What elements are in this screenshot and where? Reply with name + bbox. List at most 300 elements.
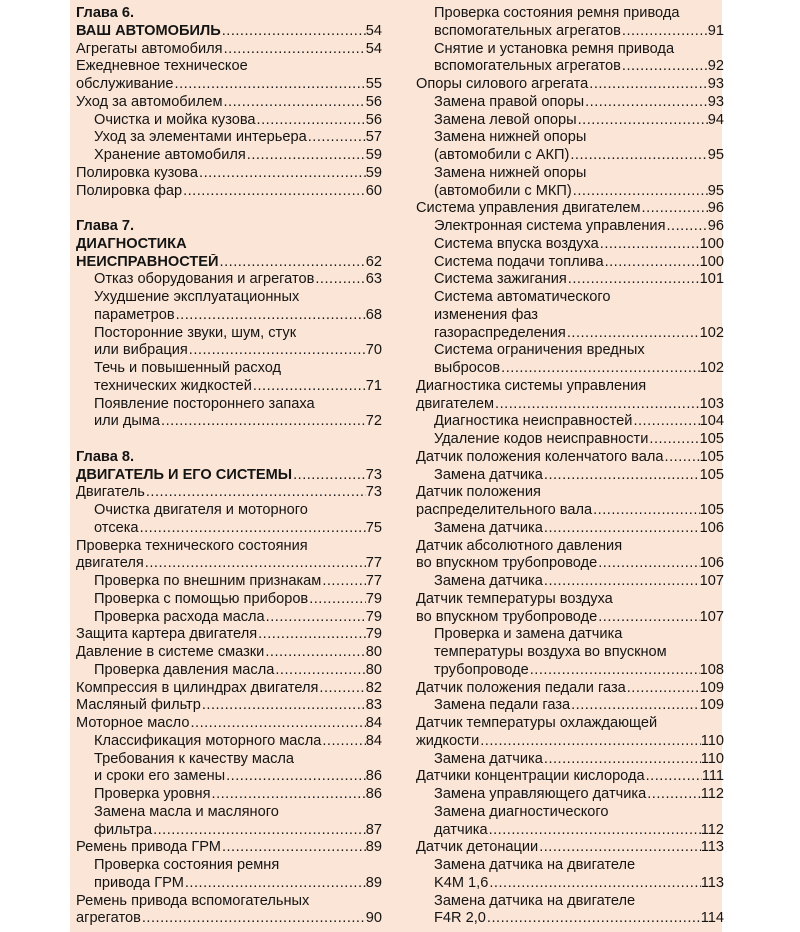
toc-entry-text-line bbox=[416, 165, 724, 183]
dot-leader bbox=[592, 502, 700, 520]
toc-entry-title: Датчик положения bbox=[416, 484, 541, 501]
toc-entry-title: Проверка расхода масла bbox=[94, 608, 265, 625]
toc-entry-text-line bbox=[416, 591, 724, 609]
toc-page-number: 92 bbox=[707, 58, 724, 75]
toc-page-number: 106 bbox=[699, 519, 724, 536]
toc-page-number: 110 bbox=[700, 750, 724, 767]
toc-page-number: 113 bbox=[700, 874, 724, 891]
toc-page-number: 82 bbox=[365, 679, 382, 696]
dot-leader bbox=[321, 733, 365, 751]
toc-entry bbox=[416, 254, 724, 272]
toc-page-number: 100 bbox=[699, 253, 724, 270]
toc-entry-title: Проверка давления масла bbox=[94, 661, 275, 678]
toc-page-number: 73 bbox=[365, 484, 382, 501]
toc-entry-title: Диагностика неисправностей bbox=[434, 413, 633, 430]
spacer bbox=[76, 200, 382, 218]
dot-leader bbox=[256, 112, 366, 130]
toc-page-number: 109 bbox=[699, 679, 724, 696]
toc-entry-title: Замена правой опоры bbox=[434, 93, 585, 110]
toc-page-number: 60 bbox=[365, 182, 382, 199]
toc-entry-title: Замена левой опоры bbox=[434, 111, 577, 128]
toc-entry-title: Проверка по внешним признакам bbox=[94, 573, 322, 589]
dot-leader bbox=[184, 875, 366, 893]
toc-entry-title: Замена датчика на двигателе bbox=[434, 892, 636, 909]
toc-entry-text-line bbox=[76, 236, 382, 254]
toc-entry-text-line bbox=[416, 129, 724, 147]
toc-entry bbox=[416, 609, 724, 627]
toc-page-number: 107 bbox=[699, 608, 724, 625]
toc-page-number: 59 bbox=[365, 147, 382, 163]
toc-entry bbox=[416, 94, 724, 112]
dot-leader bbox=[621, 23, 708, 41]
dot-leader bbox=[175, 307, 366, 325]
toc-entry-title: Датчик положения коленчатого вала bbox=[416, 448, 664, 465]
toc-page-number: 105 bbox=[699, 431, 724, 447]
toc-entry bbox=[76, 715, 382, 733]
dot-leader bbox=[252, 378, 366, 396]
toc-entry-title: Опоры силового агрегата bbox=[416, 76, 589, 92]
toc-entry bbox=[416, 413, 724, 431]
toc-entry-title: во впускном трубопроводе bbox=[416, 608, 598, 625]
toc-entry-title: жидкости bbox=[416, 732, 480, 749]
toc-entry-title: Ремень привода ГРМ bbox=[76, 839, 221, 856]
toc-entry-title: Замена нижней опоры bbox=[434, 164, 587, 181]
toc-entry-text-line bbox=[416, 644, 724, 662]
toc-entry bbox=[416, 147, 724, 165]
toc-entry bbox=[416, 200, 724, 218]
dot-leader bbox=[570, 697, 700, 715]
dot-leader bbox=[543, 751, 701, 769]
toc-entry-text-line bbox=[416, 484, 724, 502]
toc-page-number: 100 bbox=[699, 235, 724, 252]
toc-entry-title: вспомогательных агрегатов bbox=[434, 58, 621, 75]
toc-entry-title: Ежедневное техническое bbox=[76, 58, 248, 75]
dot-leader bbox=[219, 254, 366, 272]
toc-entry-title: Удаление кодов неисправности bbox=[434, 431, 649, 447]
toc-entry-title: газораспределения bbox=[434, 324, 566, 341]
toc-entry-text-line bbox=[416, 715, 724, 733]
toc-page-number: 102 bbox=[699, 360, 724, 376]
toc-entry-title: Хранение автомобиля bbox=[94, 147, 246, 163]
toc-entry-text-line bbox=[416, 893, 724, 911]
dot-leader bbox=[211, 786, 366, 804]
toc-page-number: 62 bbox=[365, 253, 382, 270]
toc-page-number: 56 bbox=[365, 111, 382, 128]
toc-entry-title: Датчик температуры воздуха bbox=[416, 590, 613, 607]
toc-entry-text-line bbox=[76, 325, 382, 343]
toc-entry-title: Снятие и установка ремня привода bbox=[434, 40, 675, 57]
toc-entry bbox=[76, 112, 382, 130]
toc-entry-title: Датчик абсолютного давления bbox=[416, 537, 623, 554]
toc-entry-text-line bbox=[416, 538, 724, 556]
dot-leader bbox=[664, 449, 700, 467]
toc-page-number: 79 bbox=[365, 626, 382, 643]
toc-entry bbox=[416, 449, 724, 467]
toc-entry-title: Ухудшение эксплуатационных bbox=[94, 289, 300, 305]
toc-page-number: 86 bbox=[365, 768, 382, 785]
toc-entry-title: вспомогательных агрегатов bbox=[434, 22, 621, 39]
toc-page-number: 59 bbox=[365, 164, 382, 181]
toc-entry-title: трубопроводе bbox=[434, 661, 529, 678]
dot-leader bbox=[543, 520, 700, 538]
toc-entry-title: Замена датчика на двигателе bbox=[434, 857, 636, 873]
toc-entry-text-line bbox=[76, 449, 382, 467]
toc-entry-title: Полировка кузова bbox=[76, 164, 199, 181]
toc-page-number: 93 bbox=[707, 76, 724, 92]
toc-entry-title: Замена педали газа bbox=[434, 697, 571, 714]
toc-entry bbox=[76, 271, 382, 289]
toc-entry-title: Двигатель bbox=[76, 484, 145, 501]
dot-leader bbox=[500, 360, 699, 378]
toc-entry-title: во впускном трубопроводе bbox=[416, 555, 598, 572]
toc-entry bbox=[416, 360, 724, 378]
toc-page-number: 84 bbox=[365, 715, 382, 731]
toc-entry bbox=[416, 236, 724, 254]
toc-entry-title: Система ограничения вредных bbox=[434, 342, 645, 359]
toc-entry-title: Моторное масло bbox=[76, 715, 190, 731]
toc-entry-title: изменения фаз bbox=[434, 306, 538, 323]
toc-page-number: 57 bbox=[365, 129, 382, 146]
dot-leader bbox=[529, 662, 700, 680]
toc-entry-title: Диагностика системы управления bbox=[416, 377, 647, 394]
toc-page-number: 91 bbox=[707, 22, 724, 39]
toc-page-number: 83 bbox=[365, 697, 382, 714]
toc-page-number: 89 bbox=[365, 839, 382, 856]
toc-entry-title: Замена управляющего датчика bbox=[434, 786, 647, 802]
toc-entry-title: Система зажигания bbox=[434, 271, 567, 288]
toc-entry-text-line bbox=[76, 751, 382, 769]
toc-entry bbox=[416, 875, 724, 893]
toc-entry bbox=[76, 768, 382, 786]
toc-entry bbox=[76, 733, 382, 751]
toc-entry-title: Полировка фар bbox=[76, 182, 183, 199]
dot-leader bbox=[225, 768, 366, 786]
toc-entry bbox=[416, 183, 724, 201]
dot-leader bbox=[488, 822, 701, 840]
toc-entry-title: Посторонние звуки, шум, стук bbox=[94, 324, 297, 341]
toc-entry bbox=[76, 254, 382, 272]
toc-page-number: 105 bbox=[699, 448, 724, 465]
dot-leader bbox=[577, 112, 708, 130]
dot-leader bbox=[321, 573, 365, 591]
toc-entry bbox=[76, 697, 382, 715]
toc-entry-title: НЕИСПРАВНОСТЕЙ bbox=[76, 253, 219, 270]
dot-leader bbox=[479, 733, 701, 751]
toc-entry-title: или вибрация bbox=[94, 342, 188, 359]
toc-entry-text-line bbox=[76, 289, 382, 307]
toc-entry bbox=[76, 573, 382, 591]
toc-entry-title: распределительного вала bbox=[416, 502, 593, 518]
toc-page-number: 93 bbox=[707, 93, 724, 110]
dot-leader bbox=[188, 342, 366, 360]
toc-entry-title: Проверка технического состояния bbox=[76, 537, 308, 554]
dot-leader bbox=[538, 839, 701, 857]
toc-entry bbox=[416, 520, 724, 538]
toc-entry bbox=[416, 431, 724, 449]
dot-leader bbox=[265, 609, 366, 627]
toc-entry-text-line bbox=[76, 502, 382, 520]
toc-entry-title: K4M 1,6 bbox=[434, 874, 489, 891]
toc-page-number: 70 bbox=[365, 342, 382, 359]
toc-page-number: 84 bbox=[365, 732, 382, 749]
toc-entry-title: Уход за элементами интерьера bbox=[94, 129, 307, 146]
dot-leader bbox=[646, 786, 701, 804]
toc-right-column bbox=[416, 5, 724, 928]
toc-entry bbox=[76, 165, 382, 183]
toc-entry-title: обслуживание bbox=[76, 76, 174, 92]
dot-leader bbox=[174, 76, 366, 94]
dot-leader bbox=[604, 254, 700, 272]
dot-leader bbox=[144, 555, 366, 573]
toc-entry-text-line bbox=[416, 626, 724, 644]
toc-page-number: 55 bbox=[365, 76, 382, 92]
toc-page-number: 77 bbox=[365, 555, 382, 572]
toc-entry bbox=[416, 733, 724, 751]
dot-leader bbox=[543, 573, 700, 591]
toc-page-number: 86 bbox=[365, 786, 382, 802]
toc-entry-title: двигателем bbox=[416, 395, 495, 412]
toc-entry-title: Проверка с помощью приборов bbox=[94, 590, 309, 607]
toc-page-number: 109 bbox=[699, 697, 724, 714]
toc-entry-title: Давление в системе смазки bbox=[76, 644, 265, 660]
toc-entry bbox=[76, 910, 382, 928]
toc-entry-title: Замена диагностического bbox=[434, 803, 609, 820]
dot-leader bbox=[621, 58, 708, 76]
toc-entry-title: Система подачи топлива bbox=[434, 253, 604, 270]
toc-entry bbox=[76, 662, 382, 680]
toc-entry bbox=[76, 484, 382, 502]
toc-entry bbox=[76, 591, 382, 609]
toc-entry bbox=[76, 307, 382, 325]
toc-entry-title: датчика bbox=[434, 821, 488, 838]
dot-leader bbox=[274, 662, 365, 680]
toc-page-number: 102 bbox=[699, 324, 724, 341]
toc-page-number: 110 bbox=[700, 732, 724, 749]
toc-entry-title: Система управления двигателем bbox=[416, 200, 641, 217]
toc-entry-title: Уход за автомобилем bbox=[76, 93, 223, 110]
toc-entry bbox=[76, 839, 382, 857]
dot-leader bbox=[569, 147, 707, 165]
dot-leader bbox=[145, 484, 366, 502]
dot-leader bbox=[198, 165, 366, 183]
dot-leader bbox=[645, 768, 702, 786]
toc-page-number: 54 bbox=[365, 22, 382, 39]
dot-leader bbox=[566, 325, 700, 343]
toc-page-number: 95 bbox=[707, 147, 724, 163]
toc-page-number: 95 bbox=[707, 182, 724, 199]
toc-entry bbox=[76, 644, 382, 662]
dot-leader bbox=[486, 910, 701, 928]
toc-entry bbox=[76, 609, 382, 627]
dot-leader bbox=[567, 271, 700, 289]
toc-entry-text-line bbox=[76, 893, 382, 911]
toc-entry-title: ДИАГНОСТИКА bbox=[76, 235, 187, 252]
toc-entry-title: Требования к качеству масла bbox=[94, 750, 295, 767]
toc-page-number: 72 bbox=[365, 413, 382, 430]
dot-leader bbox=[665, 218, 707, 236]
toc-entry-text-line bbox=[416, 41, 724, 59]
toc-entry bbox=[76, 94, 382, 112]
toc-entry-title: F4R 2,0 bbox=[434, 910, 486, 927]
toc-entry-title: Замена датчика bbox=[434, 466, 543, 483]
toc-page-number: 80 bbox=[365, 644, 382, 660]
dot-leader bbox=[494, 396, 700, 414]
toc-page-number: 105 bbox=[699, 502, 724, 518]
toc-entry-title: двигателя bbox=[76, 555, 144, 572]
toc-entry bbox=[416, 768, 724, 786]
toc-entry-title: Замена датчика bbox=[434, 519, 543, 536]
dot-leader bbox=[641, 200, 708, 218]
toc-page-number: 114 bbox=[700, 910, 724, 927]
toc-entry bbox=[416, 697, 724, 715]
dot-leader bbox=[182, 183, 366, 201]
toc-entry bbox=[416, 325, 724, 343]
toc-page-number: 94 bbox=[707, 111, 724, 128]
toc-entry bbox=[76, 520, 382, 538]
dot-leader bbox=[264, 644, 365, 662]
toc-page-number: 108 bbox=[699, 661, 724, 678]
dot-leader bbox=[257, 626, 366, 644]
toc-page-number: 68 bbox=[365, 306, 382, 323]
toc-entry-title: Очистка и мойка кузова bbox=[94, 111, 256, 128]
toc-entry-text-line bbox=[76, 538, 382, 556]
toc-entry bbox=[416, 680, 724, 698]
toc-page-number: 56 bbox=[365, 93, 382, 110]
dot-leader bbox=[307, 129, 366, 147]
toc-page-number: 54 bbox=[365, 40, 382, 57]
dot-leader bbox=[318, 680, 365, 698]
toc-entry-text-line bbox=[76, 360, 382, 378]
toc-entry-title: Течь и повышенный расход bbox=[94, 360, 282, 376]
toc-entry-title: Электронная система управления bbox=[434, 218, 666, 234]
toc-entry bbox=[76, 41, 382, 59]
toc-page-number: 87 bbox=[365, 821, 382, 838]
toc-entry-title: Проверка состояния ремня bbox=[94, 857, 280, 873]
toc-page-number: 96 bbox=[707, 218, 724, 234]
toc-entry-title: Глава 6. bbox=[76, 5, 135, 21]
dot-leader bbox=[141, 910, 366, 928]
toc-entry-title: ВАШ АВТОМОБИЛЬ bbox=[76, 22, 221, 39]
toc-entry bbox=[76, 680, 382, 698]
toc-entry-text-line bbox=[76, 5, 382, 23]
toc-entry-text-line bbox=[416, 307, 724, 325]
dot-leader bbox=[597, 609, 699, 627]
toc-entry bbox=[76, 378, 382, 396]
toc-entry bbox=[416, 218, 724, 236]
toc-entry bbox=[416, 786, 724, 804]
toc-entry-text-line bbox=[416, 857, 724, 875]
dot-leader bbox=[543, 467, 700, 485]
toc-entry bbox=[76, 147, 382, 165]
toc-entry-title: (автомобили с МКП) bbox=[434, 182, 572, 199]
toc-entry-title: Датчик температуры охлаждающей bbox=[416, 715, 658, 731]
toc-entry-title: (автомобили с АКП) bbox=[434, 147, 570, 163]
toc-entry-title: параметров bbox=[94, 306, 175, 323]
toc-entry-text-line bbox=[76, 218, 382, 236]
toc-entry-title: ДВИГАТЕЛЬ И ЕГО СИСТЕМЫ bbox=[76, 466, 293, 483]
toc-entry-title: Замена нижней опоры bbox=[434, 129, 587, 146]
toc-entry bbox=[416, 271, 724, 289]
toc-entry-title: Замена датчика bbox=[434, 750, 543, 767]
dot-leader bbox=[223, 94, 366, 112]
toc-entry-text-line bbox=[416, 289, 724, 307]
toc-page-number: 79 bbox=[365, 608, 382, 625]
toc-entry-title: Система автоматического bbox=[434, 289, 611, 305]
toc-entry-title: Датчики концентрации кислорода bbox=[416, 768, 645, 785]
toc-page-number: 73 bbox=[365, 466, 382, 483]
toc-page-number: 106 bbox=[699, 555, 724, 572]
toc-page-number: 96 bbox=[707, 200, 724, 217]
toc-entry-title: Датчик детонации bbox=[416, 839, 539, 856]
toc-entry-title: Проверка и замена датчика bbox=[434, 626, 623, 643]
toc-entry bbox=[76, 467, 382, 485]
toc-page-number: 111 bbox=[701, 768, 724, 785]
toc-entry-title: отсека bbox=[94, 519, 139, 536]
toc-entry-title: Система впуска воздуха bbox=[434, 235, 599, 252]
toc-entry-title: Очистка двигателя и моторного bbox=[94, 502, 308, 518]
toc-entry-text-line bbox=[416, 5, 724, 23]
dot-leader bbox=[201, 697, 366, 715]
toc-page-number: 112 bbox=[700, 786, 724, 802]
toc-entry bbox=[76, 822, 382, 840]
toc-entry-text-line bbox=[76, 857, 382, 875]
dot-leader bbox=[221, 839, 366, 857]
toc-page-number: 80 bbox=[365, 661, 382, 678]
toc-entry bbox=[416, 58, 724, 76]
toc-entry-title: и сроки его замены bbox=[94, 768, 226, 785]
toc-page-number: 107 bbox=[699, 573, 724, 589]
toc-entry-title: Агрегаты автомобиля bbox=[76, 40, 223, 57]
toc-entry bbox=[76, 129, 382, 147]
dot-leader bbox=[221, 23, 366, 41]
toc-entry-title: Глава 8. bbox=[76, 448, 135, 465]
toc-left-column bbox=[76, 5, 382, 928]
dot-leader bbox=[189, 715, 365, 733]
toc-entry bbox=[76, 23, 382, 41]
toc-entry bbox=[76, 76, 382, 94]
toc-page-number: 104 bbox=[699, 413, 724, 430]
toc-page-number: 89 bbox=[365, 874, 382, 891]
toc-entry bbox=[416, 573, 724, 591]
toc-entry bbox=[76, 183, 382, 201]
toc-entry-title: агрегатов bbox=[76, 910, 141, 927]
toc-entry-text-line bbox=[76, 58, 382, 76]
toc-page-number: 105 bbox=[699, 466, 724, 483]
dot-leader bbox=[572, 183, 708, 201]
toc-entry-text-line bbox=[76, 396, 382, 414]
dot-leader bbox=[223, 41, 366, 59]
toc-entry-title: Масляный фильтр bbox=[76, 697, 201, 714]
toc-page-number: 79 bbox=[365, 590, 382, 607]
toc-page-number: 113 bbox=[700, 839, 724, 856]
toc-entry-text-line bbox=[76, 804, 382, 822]
toc-entry-title: технических жидкостей bbox=[94, 377, 252, 394]
dot-leader bbox=[152, 822, 366, 840]
toc-entry bbox=[416, 23, 724, 41]
dot-leader bbox=[488, 875, 700, 893]
toc-entry-text-line bbox=[416, 804, 724, 822]
toc-entry bbox=[416, 910, 724, 928]
toc-entry bbox=[76, 413, 382, 431]
toc-entry bbox=[416, 662, 724, 680]
dot-leader bbox=[139, 520, 366, 538]
toc-entry-title: Классификация моторного масла bbox=[94, 732, 322, 749]
toc-entry bbox=[76, 875, 382, 893]
toc-entry bbox=[416, 76, 724, 94]
dot-leader bbox=[648, 431, 699, 449]
toc-entry bbox=[416, 467, 724, 485]
dot-leader bbox=[292, 467, 366, 485]
